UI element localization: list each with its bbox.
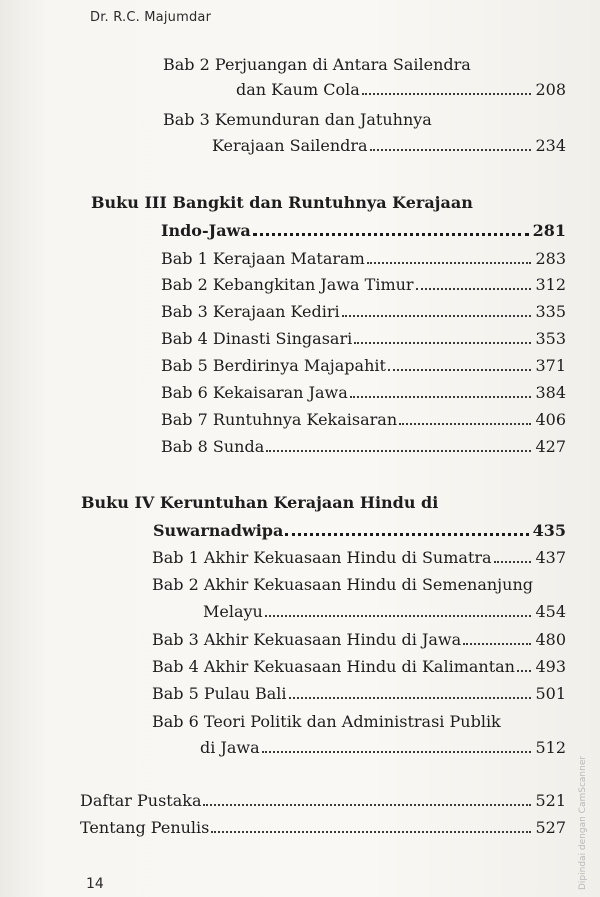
toc-entry[interactable] <box>161 356 566 376</box>
toc-page-number: 493 <box>535 657 566 676</box>
toc-entry[interactable] <box>203 602 566 622</box>
toc-entry[interactable] <box>161 329 566 349</box>
toc-page-number: 384 <box>535 383 566 402</box>
leader-dots <box>342 315 532 317</box>
toc-entry-label: Bab 5 Berdirinya Majapahit <box>161 356 386 375</box>
toc-part-entry[interactable] <box>161 221 566 241</box>
toc-entry[interactable] <box>152 548 566 568</box>
toc-entry-label: di Jawa <box>200 738 260 757</box>
toc-page-number: 283 <box>535 249 566 268</box>
toc-entry-label: Bab 3 Kerajaan Kediri <box>161 302 340 321</box>
leader-dots <box>354 342 531 344</box>
toc-entry-label: Bab 8 Sunda <box>161 437 265 456</box>
leader-dots <box>266 450 531 452</box>
toc-entry[interactable] <box>200 738 566 758</box>
toc-page-number: 501 <box>535 684 566 703</box>
toc-page-number: 527 <box>535 818 566 837</box>
toc-entry[interactable] <box>161 275 566 295</box>
running-head-author: Dr. R.C. Majumdar <box>90 10 212 25</box>
toc-entry-label: Bab 2 Kebangkitan Jawa Timur <box>161 275 414 294</box>
toc-entry-label: Bab 4 Akhir Kekuasaan Hindu di Kalimantan <box>152 657 515 676</box>
toc-page-number: 312 <box>535 275 566 294</box>
leader-dots <box>370 149 532 151</box>
toc-entry-title: Bab 2 Perjuangan di Antara Sailendra <box>163 55 471 74</box>
toc-entry[interactable] <box>152 684 566 704</box>
toc-entry[interactable] <box>161 383 566 403</box>
leader-dots <box>265 615 532 617</box>
toc-entry[interactable] <box>161 410 566 430</box>
toc-entry-label: Bab 1 Akhir Kekuasaan Hindu di Sumatra <box>152 548 492 567</box>
toc-entry-label: Bab 6 Kekaisaran Jawa <box>161 383 348 402</box>
leader-dots <box>463 643 531 645</box>
toc-entry-title: Bab 3 Kemunduran dan Jatuhnya <box>163 110 432 129</box>
part-title: Buku III Bangkit dan Runtuhnya Kerajaan <box>91 193 473 212</box>
leader-dots <box>262 751 532 753</box>
leader-dots <box>350 396 532 398</box>
part-title-continued: Indo-Jawa <box>161 221 251 240</box>
leader-dots <box>416 288 532 290</box>
toc-entry-label: Kerajaan Sailendra <box>212 136 368 155</box>
toc-page-number: 234 <box>535 136 566 155</box>
toc-entry-label: Tentang Penulis <box>80 818 210 837</box>
toc-entry-label: Bab 7 Runtuhnya Kekaisaran <box>161 410 398 429</box>
leader-dots <box>362 93 532 95</box>
toc-entry[interactable] <box>152 630 566 650</box>
toc-entry[interactable] <box>80 791 566 811</box>
leader-dots <box>253 233 529 236</box>
leader-dots <box>494 561 532 563</box>
toc-entry-label: Melayu <box>203 602 263 621</box>
toc-entry-label: dan Kaum Cola <box>236 80 360 99</box>
part-title: Buku IV Keruntuhan Kerajaan Hindu di <box>81 493 439 512</box>
toc-page-number: 480 <box>535 630 566 649</box>
toc-page-number: 208 <box>535 80 566 99</box>
toc-entry-title: Bab 6 Teori Politik dan Administrasi Publik <box>152 712 501 731</box>
page-number: 14 <box>86 876 104 892</box>
toc-entry[interactable] <box>161 302 566 322</box>
leader-dots <box>203 804 531 806</box>
toc-page-number: 427 <box>535 437 566 456</box>
leader-dots <box>367 262 532 264</box>
toc-entry[interactable] <box>236 80 566 100</box>
toc-entry[interactable] <box>80 818 566 838</box>
leader-dots <box>388 369 532 371</box>
toc-page-number: 521 <box>535 791 566 810</box>
leader-dots <box>289 697 532 699</box>
toc-page-number: 281 <box>532 221 566 240</box>
scanner-watermark: Dipindai dengan CamScanner <box>578 755 588 890</box>
toc-page-number: 353 <box>535 329 566 348</box>
leader-dots <box>517 670 531 672</box>
toc-entry-title: Bab 2 Akhir Kekuasaan Hindu di Semenanjung <box>152 575 533 594</box>
part-title-continued: Suwarnadwipa <box>153 521 284 540</box>
toc-entry-label: Bab 4 Dinasti Singasari <box>161 329 353 348</box>
toc-page-number: 371 <box>535 356 566 375</box>
leader-dots <box>211 831 531 833</box>
toc-entry[interactable] <box>152 657 566 677</box>
toc-entry-label: Bab 5 Pulau Bali <box>152 684 287 703</box>
leader-dots <box>399 423 531 425</box>
leader-dots <box>285 533 528 536</box>
toc-entry[interactable] <box>161 249 566 269</box>
toc-entry[interactable] <box>161 437 566 457</box>
toc-part-entry[interactable] <box>153 521 566 541</box>
toc-entry-label: Bab 3 Akhir Kekuasaan Hindu di Jawa <box>152 630 462 649</box>
toc-page-number: 406 <box>535 410 566 429</box>
toc-page-number: 512 <box>535 738 566 757</box>
toc-page-number: 454 <box>535 602 566 621</box>
toc-page-number: 335 <box>535 302 566 321</box>
toc-entry-label: Daftar Pustaka <box>80 791 202 810</box>
toc-entry-label: Bab 1 Kerajaan Mataram <box>161 249 365 268</box>
toc-page-number: 435 <box>532 521 566 540</box>
toc-page-number: 437 <box>535 548 566 567</box>
toc-entry[interactable] <box>212 136 566 156</box>
